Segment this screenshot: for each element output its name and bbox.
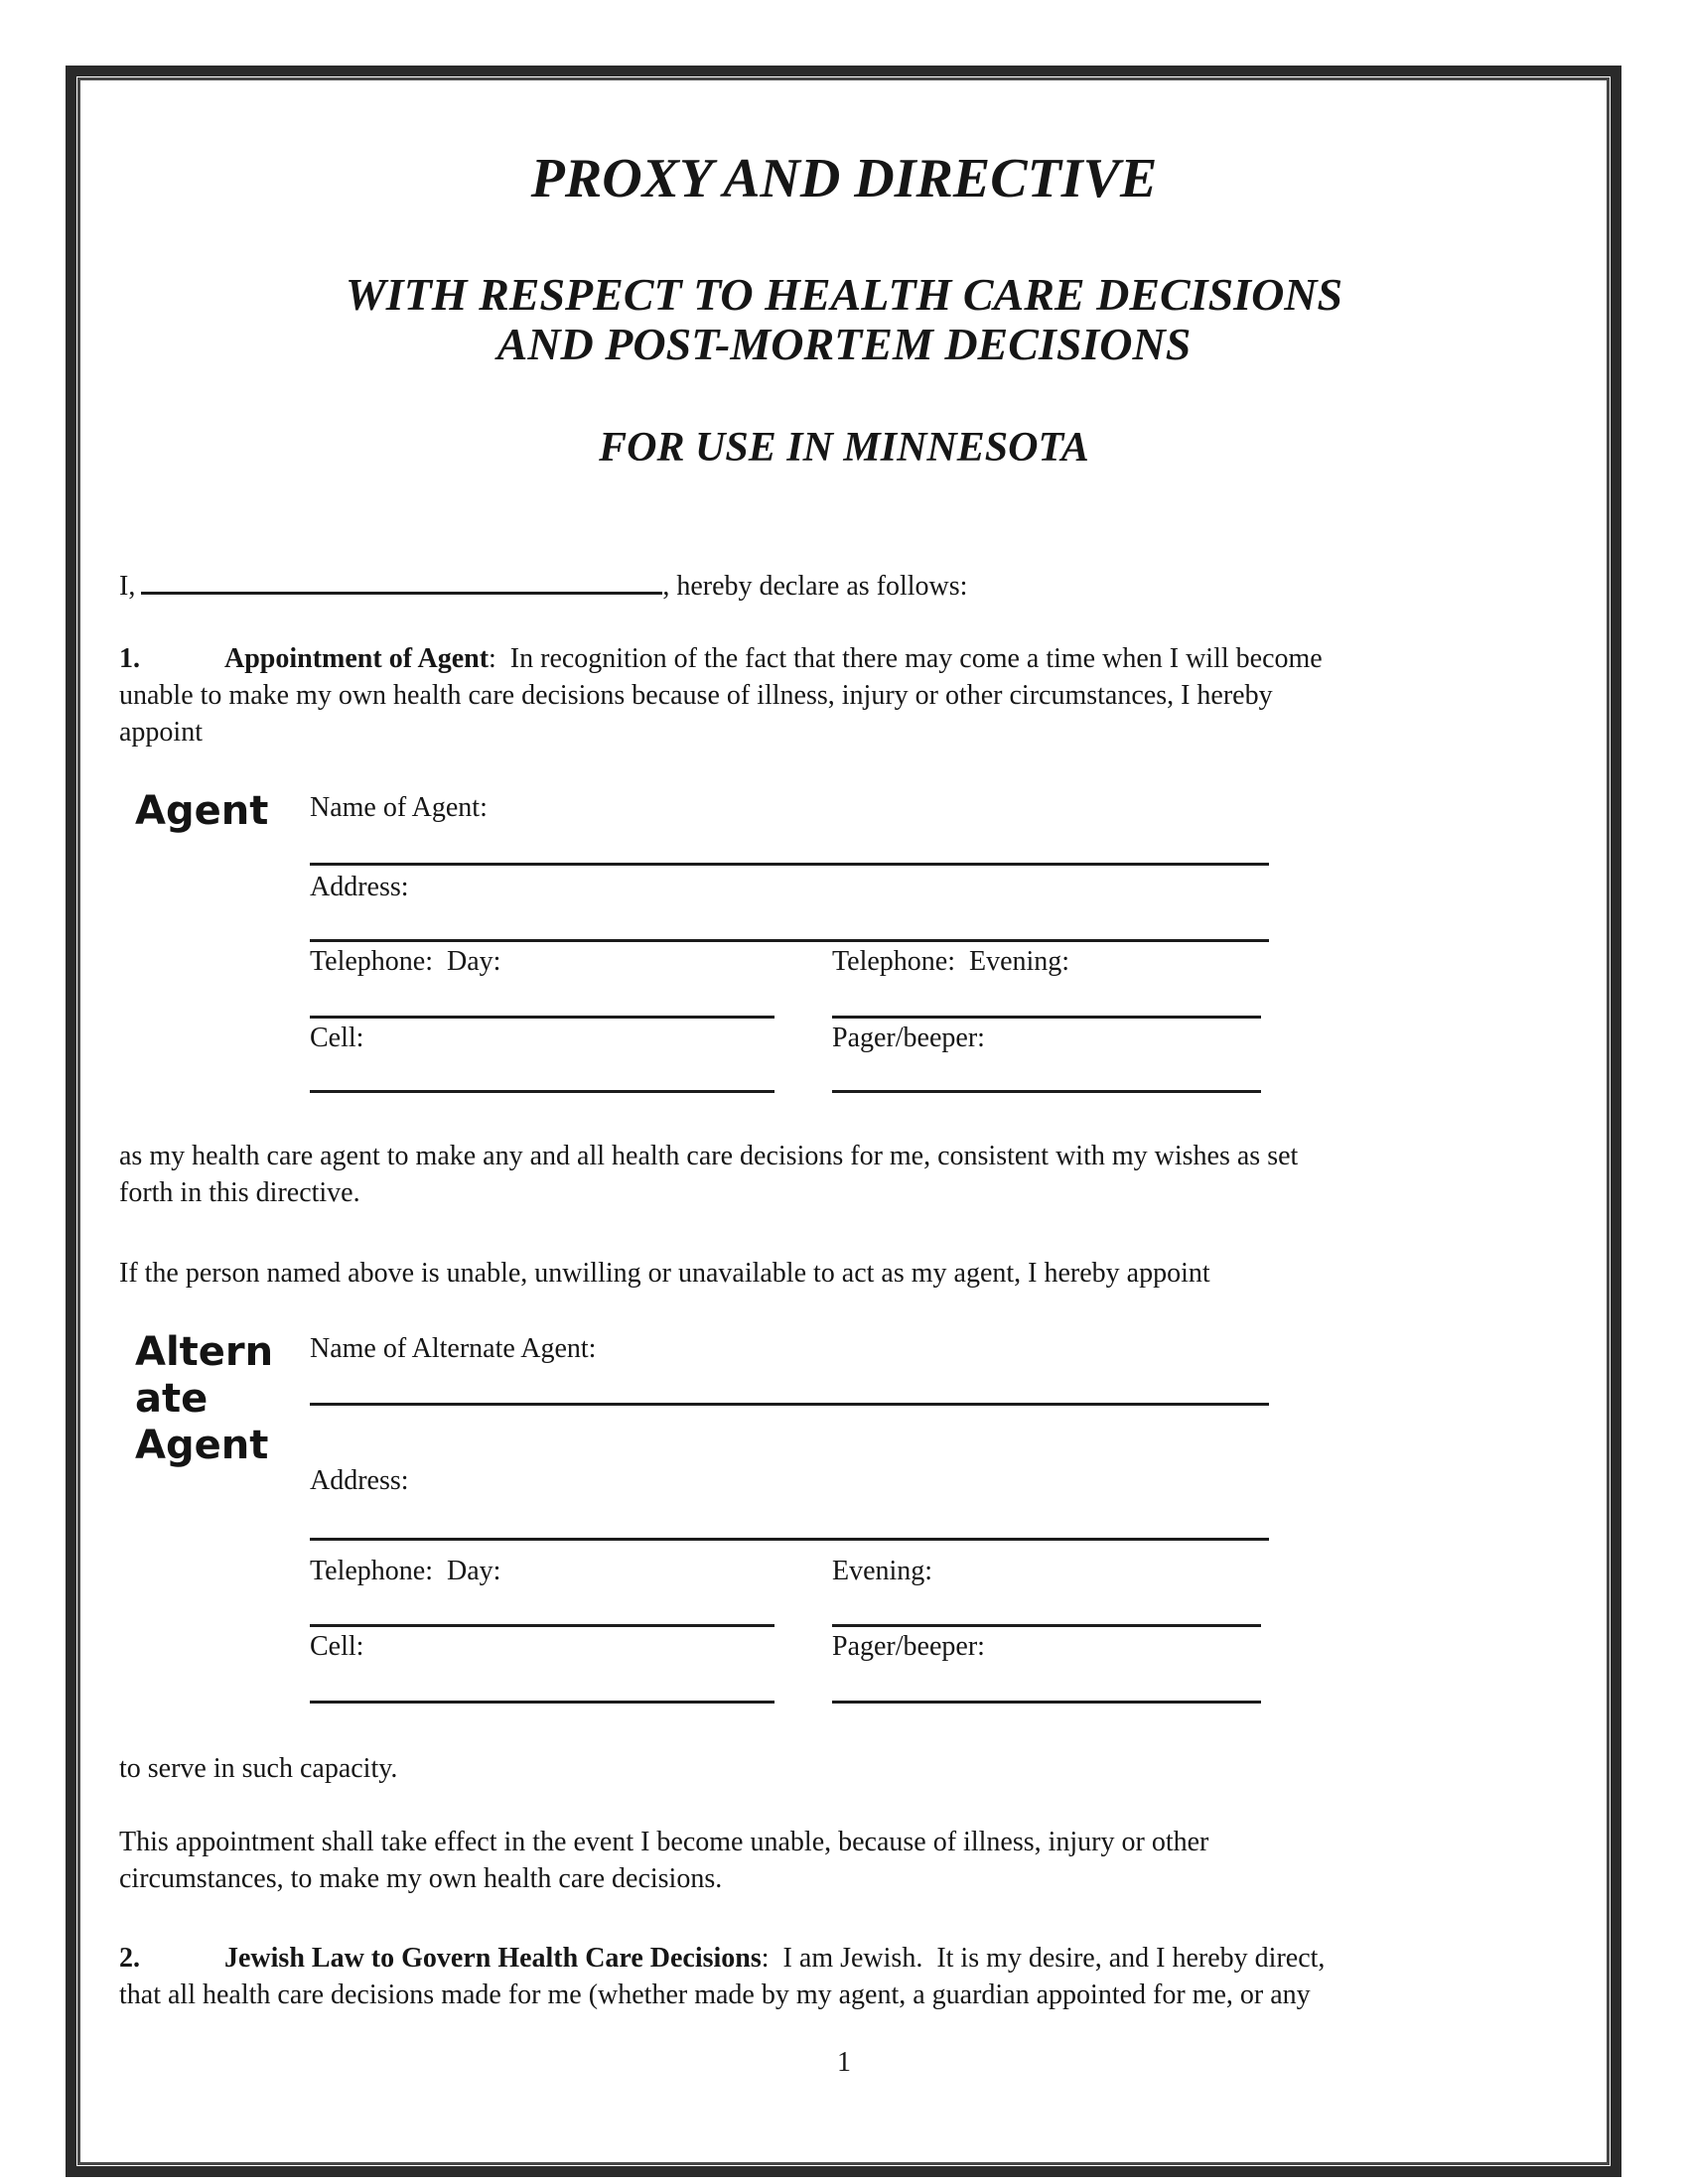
agent-telephone-day-label: Telephone: Day: <box>310 946 501 977</box>
section-2-line-1 <box>119 1940 1325 1977</box>
section-2-number: 2. <box>119 1943 140 1974</box>
section-1-number: 1. <box>119 643 140 674</box>
agent-telephone-day-blank-line <box>310 1016 774 1019</box>
agent-telephone-evening-label: Telephone: Evening: <box>832 946 1070 977</box>
agent-cell-label: Cell: <box>310 1023 364 1053</box>
section-1-line-2: unable to make my own health care decisions because of illness, injury or other circumstances, I hereby <box>119 680 1273 711</box>
section-2-heading: Jewish Law to Govern Health Care Decisions <box>224 1943 762 1974</box>
agent-name-blank-line <box>310 863 1269 866</box>
alternate-cell-blank-line <box>310 1701 774 1704</box>
alternate-pager-blank-line <box>832 1701 1261 1704</box>
section-1-heading: Appointment of Agent <box>224 643 490 674</box>
alternate-address-blank-line <box>310 1538 1269 1541</box>
main-title: PROXY AND DIRECTIVE <box>530 148 1158 209</box>
agent-capacity-paragraph <box>119 1138 1298 1211</box>
agent-capacity-line-2: forth in this directive. <box>119 1177 360 1208</box>
alternate-address-label: Address: <box>310 1465 409 1496</box>
page-number: 1 <box>837 2047 851 2078</box>
alternate-agent-label-line-2: ate <box>135 1376 209 1422</box>
section-1 <box>119 640 1323 751</box>
section-2-text: : I am Jewish. It is my desire, and I hereby direct, <box>761 1943 1326 1974</box>
declaration-suffix: , hereby declare as follows: <box>662 571 968 602</box>
appointment-effect-line-2: circumstances, to make my own health care decisions. <box>119 1863 723 1894</box>
alternate-telephone-day-blank-line <box>310 1624 774 1627</box>
subtitle-line-1: WITH RESPECT TO HEALTH CARE DECISIONS <box>345 269 1343 320</box>
alternate-telephone-day-label: Telephone: Day: <box>310 1556 501 1586</box>
declarant-name-blank <box>141 562 662 595</box>
section-1-line-1 <box>119 640 1323 677</box>
subtitle-line-2: AND POST-MORTEM DECISIONS <box>496 319 1192 369</box>
declaration-prefix: I, <box>119 571 136 602</box>
alternate-evening-label: Evening: <box>832 1556 933 1586</box>
agent-address-blank-line <box>310 939 1269 942</box>
section-2 <box>119 1940 1325 2013</box>
agent-pager-blank-line <box>832 1090 1261 1093</box>
agent-capacity-line-1: as my health care agent to make any and all health care decisions for me, consistent with my wishes as set <box>119 1141 1299 1171</box>
declaration-line <box>119 562 967 605</box>
section-1-line-3: appoint <box>119 717 203 748</box>
agent-pager-label: Pager/beeper: <box>832 1023 985 1053</box>
agent-address-label: Address: <box>310 872 409 902</box>
agent-name-label: Name of Agent: <box>310 792 488 823</box>
alternate-name-blank-line <box>310 1403 1269 1406</box>
alternate-agent-label-line-1: Altern <box>135 1329 274 1375</box>
appointment-effect-line-1: This appointment shall take effect in the event I become unable, because of illness, injury or other <box>119 1827 1209 1857</box>
serve-capacity-paragraph: to serve in such capacity. <box>119 1753 398 1784</box>
alternate-name-label: Name of Alternate Agent: <box>310 1333 597 1364</box>
appointment-effect-paragraph <box>119 1824 1208 1897</box>
agent-telephone-evening-blank-line <box>832 1016 1261 1019</box>
if-unable-paragraph: If the person named above is unable, unwilling or unavailable to act as my agent, I hereby appoint <box>119 1258 1210 1289</box>
alternate-agent-label-line-3: Agent <box>135 1423 269 1468</box>
agent-cell-blank-line <box>310 1090 774 1093</box>
alternate-evening-blank-line <box>832 1624 1261 1627</box>
alternate-pager-label: Pager/beeper: <box>832 1631 985 1662</box>
section-2-line-2: that all health care decisions made for me (whether made by my agent, a guardian appointed for me, or any <box>119 1979 1311 2010</box>
section-1-text: : In recognition of the fact that there may come a time when I will become <box>489 643 1323 674</box>
alternate-cell-label: Cell: <box>310 1631 364 1662</box>
agent-box-label: Agent <box>135 788 269 834</box>
jurisdiction-title: FOR USE IN MINNESOTA <box>599 425 1089 471</box>
alternate-agent-box-label <box>135 1329 309 1469</box>
